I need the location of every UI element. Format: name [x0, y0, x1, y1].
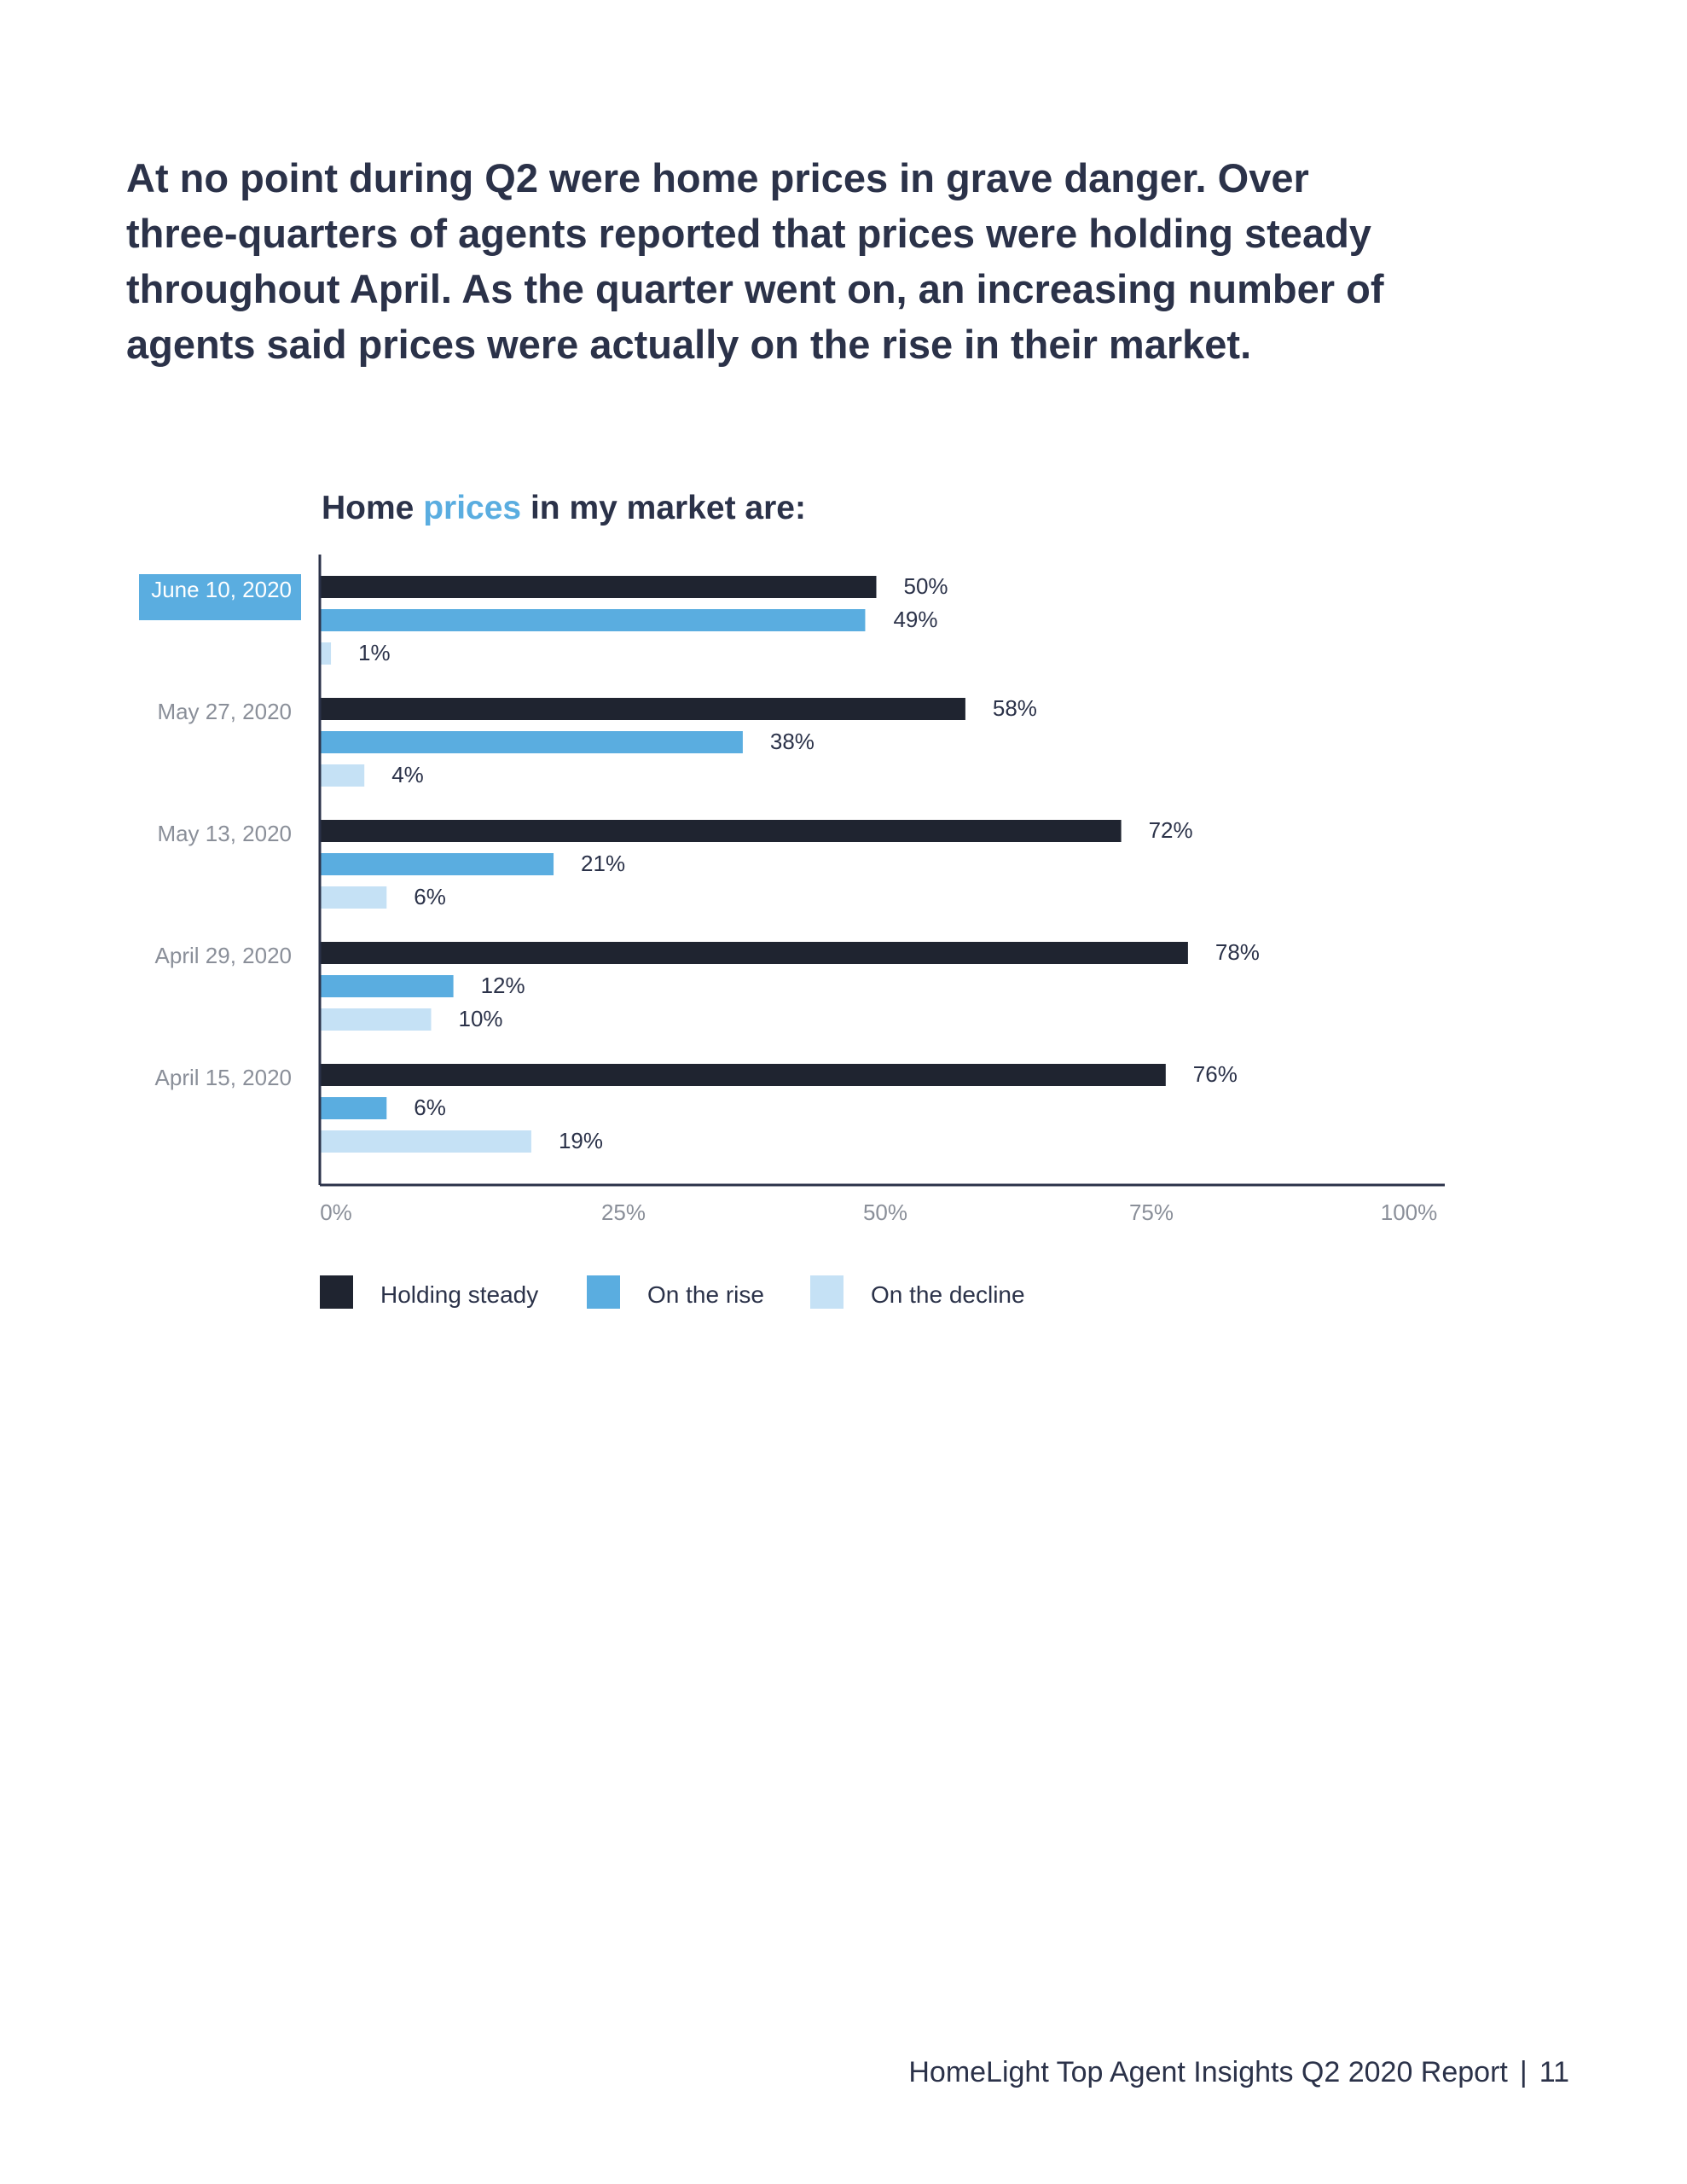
bar-on-the-rise: [320, 609, 865, 631]
legend-swatch-holding-steady: [320, 1275, 353, 1309]
data-label: 4%: [391, 762, 424, 787]
bar-on-the-rise: [320, 1097, 386, 1119]
footer-separator: |: [1519, 2056, 1528, 2088]
category-label: April 29, 2020: [154, 943, 292, 968]
bar-on-the-decline: [320, 764, 364, 787]
legend-label: Holding steady: [380, 1281, 539, 1308]
legend-label: On the decline: [871, 1281, 1025, 1308]
page-footer: [908, 2056, 1569, 2089]
intro-paragraph: At no point during Q2 were home prices in grave danger. Over three-quarters of agents reported that prices were holding steady throughout April. As the quarter went on, an increasing number of agents said prices were actually on the rise in their market.: [126, 155, 1384, 367]
category-label: April 15, 2020: [154, 1065, 292, 1090]
category-label: June 10, 2020: [151, 577, 292, 602]
bar-holding-steady: [320, 698, 965, 720]
bar-on-the-rise: [320, 731, 743, 753]
data-label: 50%: [903, 573, 948, 599]
data-label: 6%: [414, 1095, 446, 1120]
data-label: 72%: [1148, 817, 1193, 843]
legend-swatch-on-the-rise: [587, 1275, 620, 1309]
data-label: 38%: [769, 729, 815, 754]
bar-holding-steady: [320, 1064, 1166, 1086]
x-tick-label: 25%: [600, 1199, 646, 1225]
bar-on-the-rise: [320, 853, 554, 875]
x-tick-label: 75%: [1128, 1199, 1174, 1225]
data-label: 58%: [992, 695, 1037, 721]
bar-on-the-decline: [320, 1008, 432, 1031]
chart-title-part-0: Home: [322, 490, 424, 526]
bar-on-the-rise: [320, 975, 454, 997]
bar-holding-steady: [320, 576, 877, 598]
data-label: 6%: [414, 884, 446, 909]
chart-title-part-1: prices: [423, 490, 522, 526]
bar-holding-steady: [320, 820, 1122, 842]
bar-on-the-decline: [320, 886, 386, 909]
data-label: 10%: [458, 1006, 503, 1031]
bar-on-the-decline: [320, 642, 331, 665]
data-label: 21%: [581, 851, 626, 876]
data-label: 76%: [1192, 1061, 1238, 1087]
chart-title: [322, 490, 806, 526]
data-label: 1%: [358, 640, 391, 665]
x-tick-label: 0%: [320, 1199, 352, 1225]
legend-label: On the rise: [647, 1281, 764, 1308]
legend-swatch-on-the-decline: [810, 1275, 844, 1309]
report-title: HomeLight Top Agent Insights Q2 2020 Report: [908, 2056, 1508, 2088]
category-label: May 27, 2020: [157, 699, 292, 724]
x-tick-label: 50%: [862, 1199, 908, 1225]
bar-on-the-decline: [320, 1130, 531, 1153]
data-label: 49%: [893, 607, 938, 632]
page-number: 11: [1539, 2056, 1569, 2088]
category-label: May 13, 2020: [157, 821, 292, 846]
x-tick-label: 100%: [1380, 1199, 1438, 1225]
bar-holding-steady: [320, 942, 1188, 964]
data-label: 78%: [1215, 939, 1260, 965]
data-label: 19%: [558, 1128, 603, 1153]
data-label: 12%: [480, 973, 525, 998]
chart-title-part-2: in my market are:: [521, 490, 806, 526]
